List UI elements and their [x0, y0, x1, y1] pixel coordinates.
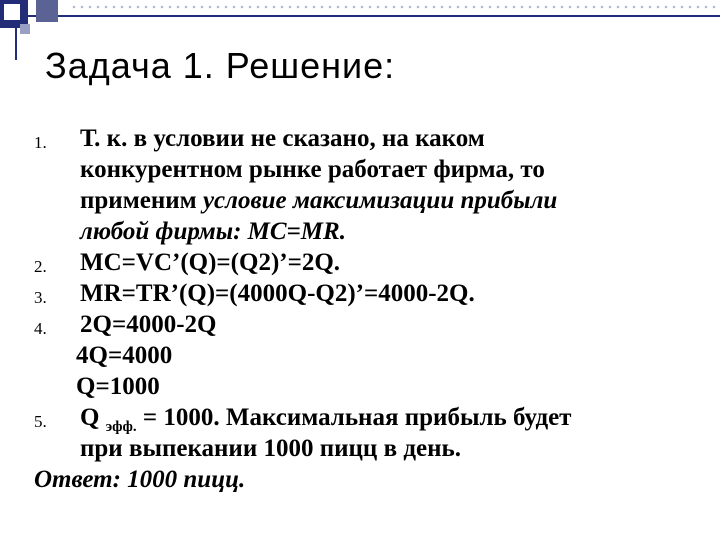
item-text: MR=TR’(Q)=(4000Q-Q2)’=4000-2Q. [80, 280, 475, 307]
calc-step [0, 371, 720, 402]
answer-line [0, 464, 720, 495]
list-item [0, 402, 720, 433]
answer-text: Ответ: 1000 пицц. [34, 466, 246, 493]
item-number: 4. [34, 319, 47, 338]
dotted-band [70, 3, 720, 13]
item-text: конкурентном рынке работает фирма, то [80, 156, 545, 183]
item-text [80, 185, 557, 216]
corner-square-inset [4, 4, 20, 20]
calc-step-text: 4Q=4000 [76, 342, 173, 369]
list-item-continuation [0, 216, 720, 247]
list-item [0, 123, 720, 154]
list-item-continuation [0, 433, 720, 464]
corner-square-mid [36, 0, 58, 22]
calc-step [0, 340, 720, 371]
top-rule [0, 15, 720, 17]
item-text [80, 402, 571, 437]
calc-step-text: Q=1000 [76, 373, 160, 400]
list-item-continuation [0, 185, 720, 216]
list-item [0, 309, 720, 340]
solution-body [0, 123, 720, 495]
item-text: Т. к. в условии не сказано, на каком [80, 125, 485, 152]
item-number: 1. [34, 133, 47, 152]
q-symbol: Q [80, 404, 100, 431]
item-text-rest: = 1000. Максимальная прибыль будет [136, 404, 572, 431]
list-item [0, 278, 720, 309]
list-item [0, 247, 720, 278]
item-text-italic: любой фирмы: MC=MR. [80, 218, 346, 245]
item-number: 5. [34, 412, 47, 431]
item-number: 3. [34, 288, 47, 307]
item-text: при выпекании 1000 пицц в день. [80, 435, 461, 462]
slide-title: Задача 1. Решение: [45, 45, 396, 86]
corner-square-small [20, 24, 30, 34]
item-number: 2. [34, 257, 47, 276]
item-text-plain: применим [80, 187, 203, 214]
list-item-continuation [0, 154, 720, 185]
item-text-italic: условие максимизации прибыли [202, 187, 558, 214]
item-text: 2Q=4000-2Q [80, 311, 217, 338]
q-subscript: эфф. [105, 419, 137, 435]
item-text: MC=VC’(Q)=(Q2)’=2Q. [80, 249, 341, 276]
